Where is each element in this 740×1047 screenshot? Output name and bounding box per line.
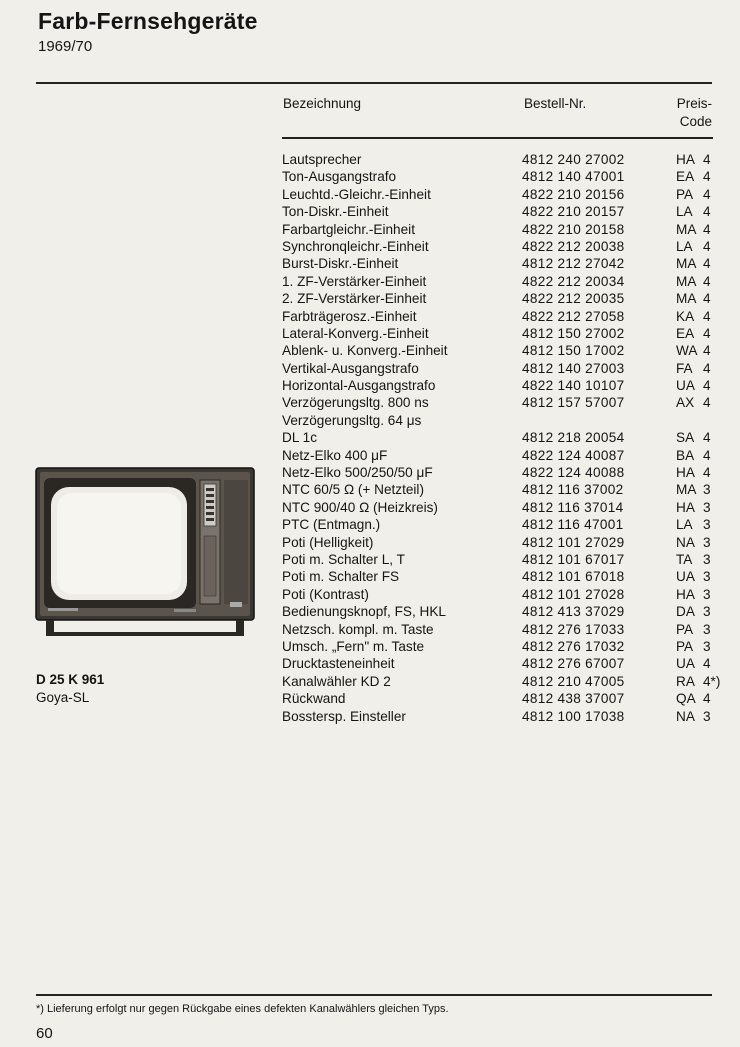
order-number: 4812 101 27029 <box>522 534 625 550</box>
order-number: 4822 212 20035 <box>522 291 625 307</box>
order-number: 4822 124 40088 <box>522 465 625 481</box>
price-group: 4 <box>703 256 711 272</box>
price-code: NA <box>676 708 695 724</box>
part-name: NTC 60/5 Ω (+ Netzteil) <box>282 482 424 498</box>
top-divider <box>36 82 712 84</box>
part-name: Umsch. „Fern" m. Taste <box>282 638 425 654</box>
order-number: 4812 212 27042 <box>522 256 625 272</box>
part-name: Poti m. Schalter L, T <box>282 551 405 567</box>
price-code: MA <box>676 273 697 289</box>
price-group: 3 <box>703 551 711 567</box>
footnote: *) Lieferung erfolgt nur gegen Rückgabe eines defekten Kanalwählers gleichen Typs. <box>36 1003 449 1015</box>
table-row <box>282 308 714 325</box>
price-group: 4 <box>703 395 711 411</box>
part-name: Verzögerungsltg. 64 μs <box>282 412 422 428</box>
order-number: 4812 150 17002 <box>522 343 625 359</box>
price-code: HA <box>676 465 695 481</box>
page-title: Farb-Fernsehgeräte <box>38 8 258 34</box>
price-code: AX <box>676 395 695 411</box>
order-number: 4812 150 27002 <box>522 325 625 341</box>
price-group: 4 <box>703 691 711 707</box>
order-number: 4812 240 27002 <box>522 152 625 167</box>
order-number: 4822 210 20158 <box>522 221 625 237</box>
part-name: PTC (Entmagn.) <box>282 517 381 533</box>
part-name: Bedienungsknopf, FS, HKL <box>282 604 446 620</box>
part-name: Synchronqleichr.-Einheit <box>282 238 429 254</box>
header-divider <box>282 137 713 139</box>
part-name: Netzsch. kompl. m. Taste <box>282 621 434 637</box>
order-number: 4822 140 10107 <box>522 378 625 394</box>
column-header-price <box>640 95 712 131</box>
price-code: UA <box>676 656 695 672</box>
part-name: Farbträgerosz.-Einheit <box>282 308 417 324</box>
order-number: 4822 212 20034 <box>522 273 625 289</box>
part-name: Farbartgleichr.-Einheit <box>282 221 415 237</box>
part-name: Poti (Helligkeit) <box>282 534 374 550</box>
part-name: Bosstersp. Einsteller <box>282 708 406 724</box>
table-row <box>282 568 714 585</box>
price-group: 4 <box>703 204 711 220</box>
price-group: 4 <box>703 273 711 289</box>
table-row <box>282 325 714 342</box>
part-name: NTC 900/40 Ω (Heizkreis) <box>282 499 438 515</box>
order-number: 4812 101 67017 <box>522 551 625 567</box>
table-row <box>282 186 714 203</box>
price-code: FA <box>676 360 693 376</box>
table-row <box>282 551 714 568</box>
order-number: 4812 218 20054 <box>522 430 625 446</box>
price-group: 3 <box>703 534 711 550</box>
table-row <box>282 255 714 272</box>
table-row <box>282 673 721 690</box>
part-name: Lautsprecher <box>282 152 362 167</box>
price-group: 4 <box>703 308 711 324</box>
table-row <box>282 290 714 307</box>
model-name: Goya-SL <box>36 690 90 705</box>
price-code: LA <box>676 204 693 220</box>
part-name: Ton-Diskr.-Einheit <box>282 204 389 220</box>
price-code: MA <box>676 256 697 272</box>
price-group: 4 <box>703 238 711 254</box>
price-code: PA <box>676 638 694 654</box>
table-row <box>282 238 714 255</box>
part-name: Lateral-Konverg.-Einheit <box>282 325 429 341</box>
part-name: Poti m. Schalter FS <box>282 569 400 585</box>
price-code: LA <box>676 238 693 254</box>
price-code: MA <box>676 291 697 307</box>
order-number: 4812 140 27003 <box>522 360 625 376</box>
model-number: D 25 K 961 <box>36 672 105 687</box>
order-number: 4812 438 37007 <box>522 691 625 707</box>
part-name: Drucktasteneinheit <box>282 656 395 672</box>
table-row <box>282 516 714 533</box>
order-number: 4812 140 47001 <box>522 169 625 185</box>
part-name: Rückwand <box>282 691 346 707</box>
part-name: Netz-Elko 500/250/50 μF <box>282 465 433 481</box>
price-group: 4 <box>703 291 711 307</box>
price-code: QA <box>676 691 696 707</box>
order-number: 4812 116 37014 <box>522 499 624 515</box>
page-number: 60 <box>36 1025 53 1042</box>
order-number: 4812 413 37029 <box>522 604 625 620</box>
table-row <box>282 377 714 394</box>
table-row <box>282 638 714 655</box>
order-number: 4812 116 47001 <box>522 517 624 533</box>
table-row <box>282 621 714 638</box>
column-header-price-line2: Code <box>679 114 712 129</box>
price-group: 4 <box>703 378 711 394</box>
footer-divider <box>36 994 712 996</box>
tv-set-image <box>34 466 256 642</box>
price-code: NA <box>676 534 695 550</box>
table-row <box>282 273 714 290</box>
price-code: HA <box>676 152 695 167</box>
price-code: PA <box>676 186 694 202</box>
price-code: PA <box>676 621 694 637</box>
price-code: WA <box>676 343 698 359</box>
part-name: 1. ZF-Verstärker-Einheit <box>282 273 427 289</box>
part-name: Horizontal-Ausgangstrafo <box>282 378 436 394</box>
table-row <box>282 429 714 446</box>
price-group: 3 <box>703 638 711 654</box>
table-row <box>282 412 714 429</box>
price-code: UA <box>676 569 695 585</box>
table-row <box>282 655 714 672</box>
price-group: 3 <box>703 621 711 637</box>
table-row <box>282 221 714 238</box>
price-group: 4 <box>703 186 711 202</box>
table-row <box>282 203 714 220</box>
order-number: 4822 212 27058 <box>522 308 625 324</box>
price-code: EA <box>676 169 695 185</box>
price-group: 3 <box>703 708 711 724</box>
order-number: 4812 276 17032 <box>522 638 625 654</box>
column-header-name: Bezeichnung <box>283 96 362 111</box>
price-group: 4 <box>703 343 711 359</box>
price-group: 3 <box>703 569 711 585</box>
price-code: DA <box>676 604 695 620</box>
table-row <box>282 360 714 377</box>
order-number: 4812 101 67018 <box>522 569 625 585</box>
price-code: UA <box>676 378 695 394</box>
order-number: 4812 210 47005 <box>522 673 625 689</box>
order-number: 4812 101 27028 <box>522 586 625 602</box>
price-code: TA <box>676 551 693 567</box>
price-group: 3 <box>703 586 711 602</box>
table-row <box>282 342 714 359</box>
price-group: 4 <box>703 221 711 237</box>
price-code: RA <box>676 673 695 689</box>
price-code: SA <box>676 430 695 446</box>
order-number: 4822 210 20156 <box>522 186 625 202</box>
table-row <box>282 586 714 603</box>
part-name: DL 1c <box>282 430 318 446</box>
part-name: Verzögerungsltg. 800 ns <box>282 395 429 411</box>
price-group: 4 <box>703 360 711 376</box>
table-row <box>282 168 714 185</box>
part-name: Ton-Ausgangstrafo <box>282 169 397 185</box>
order-number: 4812 157 57007 <box>522 395 625 411</box>
table-row <box>282 603 714 620</box>
table-row <box>282 690 714 707</box>
price-code: HA <box>676 499 695 515</box>
order-number: 4812 276 17033 <box>522 621 625 637</box>
order-number: 4822 212 20038 <box>522 238 625 254</box>
price-code: MA <box>676 221 697 237</box>
part-name: Poti (Kontrast) <box>282 586 369 602</box>
order-number: 4812 100 17038 <box>522 708 625 724</box>
price-code: BA <box>676 447 695 463</box>
price-group: 4 <box>703 430 711 446</box>
table-row <box>282 464 714 481</box>
column-header-order: Bestell-Nr. <box>524 96 587 111</box>
table-row <box>282 499 714 516</box>
price-code: EA <box>676 325 695 341</box>
price-group: 3 <box>703 482 711 498</box>
table-row <box>282 447 714 464</box>
price-group: 4*) <box>703 673 721 689</box>
part-name: Netz-Elko 400 μF <box>282 447 388 463</box>
table-row <box>282 534 714 551</box>
part-name: Kanalwähler KD 2 <box>282 673 391 689</box>
part-name: Leuchtd.-Gleichr.-Einheit <box>282 186 431 202</box>
table-row <box>282 708 714 725</box>
order-number: 4812 276 67007 <box>522 656 625 672</box>
table-row <box>282 394 714 411</box>
price-group: 4 <box>703 325 711 341</box>
parts-table <box>282 151 721 725</box>
part-name: Vertikal-Ausgangstrafo <box>282 360 419 376</box>
part-name: Burst-Diskr.-Einheit <box>282 256 399 272</box>
price-group: 3 <box>703 517 711 533</box>
order-number: 4812 116 37002 <box>522 482 624 498</box>
price-group: 4 <box>703 465 711 481</box>
table-row <box>282 151 714 168</box>
price-group: 4 <box>703 152 711 167</box>
price-group: 4 <box>703 169 711 185</box>
page-subtitle: 1969/70 <box>38 38 93 55</box>
part-name: 2. ZF-Verstärker-Einheit <box>282 291 427 307</box>
price-group: 4 <box>703 447 711 463</box>
column-header-price-line1: Preis- <box>676 96 712 111</box>
price-group: 3 <box>703 604 711 620</box>
price-code: KA <box>676 308 695 324</box>
order-number: 4822 124 40087 <box>522 447 625 463</box>
price-code: HA <box>676 586 695 602</box>
table-row <box>282 481 714 498</box>
price-code: MA <box>676 482 697 498</box>
price-group: 4 <box>703 656 711 672</box>
price-group: 3 <box>703 499 711 515</box>
part-name: Ablenk- u. Konverg.-Einheit <box>282 343 448 359</box>
price-code: LA <box>676 517 693 533</box>
order-number: 4822 210 20157 <box>522 204 625 220</box>
